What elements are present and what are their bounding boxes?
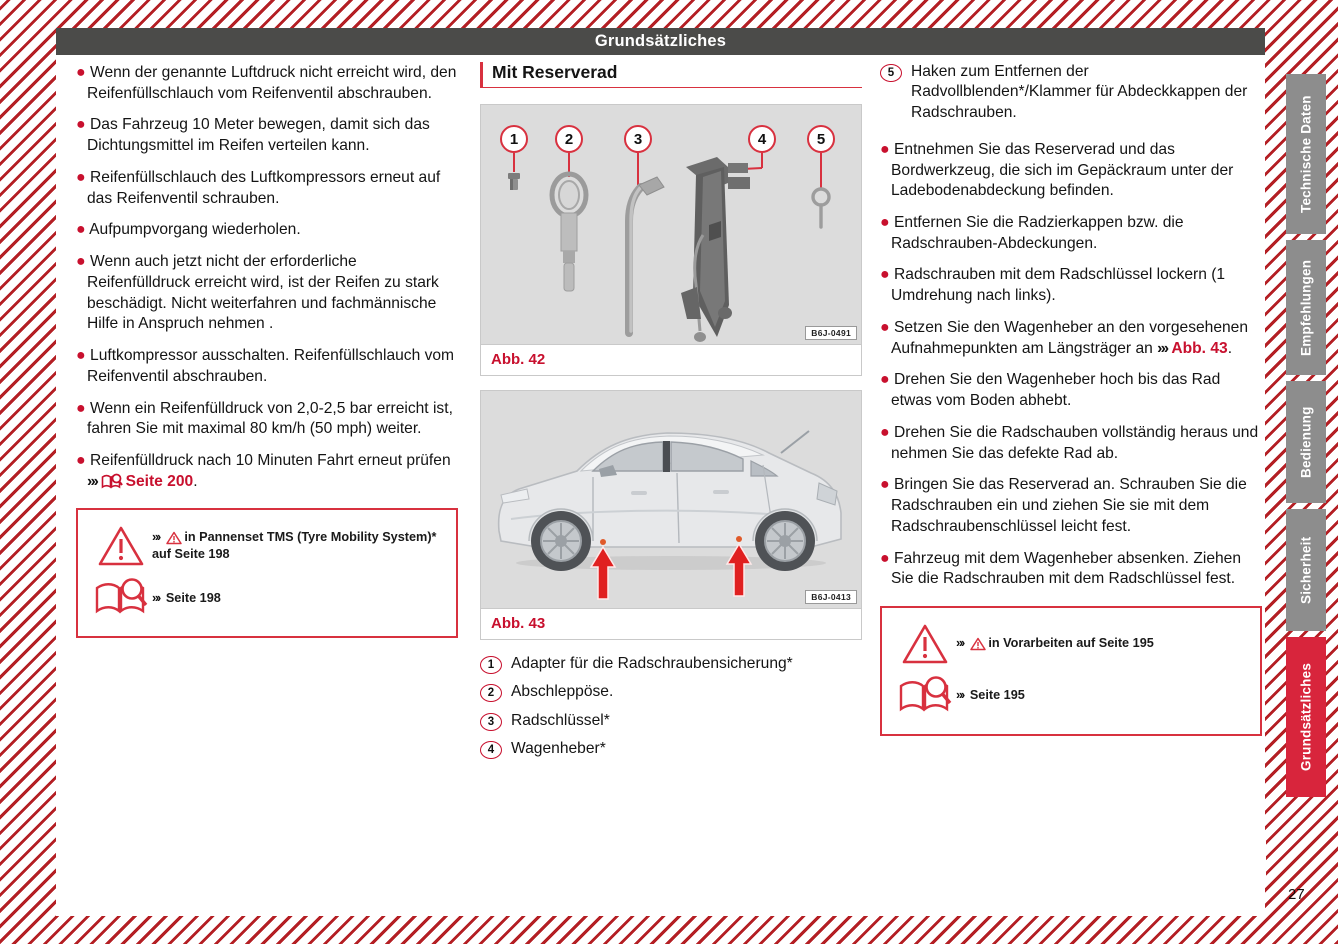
- warning-triangle-icon: [90, 525, 152, 567]
- chevron-right-icon: »›: [956, 636, 964, 651]
- paragraph: [76, 114, 458, 156]
- middle-column: [480, 62, 862, 767]
- tab-sicherheit[interactable]: [1286, 509, 1326, 631]
- warning-note-row: [894, 618, 1248, 670]
- bullet-icon: ●: [76, 64, 86, 81]
- legend-label: Radschlüssel*: [511, 711, 610, 729]
- paragraph: [880, 548, 1262, 590]
- right-note-box: [880, 606, 1262, 736]
- figure-42-caption: Abb. 42: [481, 345, 861, 375]
- paragraph: [76, 62, 458, 104]
- paragraph: [880, 264, 1262, 306]
- tab-label: Bedienung: [1298, 406, 1314, 478]
- warning-note-text: [956, 635, 1154, 653]
- legend-number: 4: [480, 741, 502, 759]
- reference-note-row: [90, 572, 444, 624]
- figure-reference[interactable]: Abb. 43: [1171, 339, 1228, 357]
- page-content: [56, 62, 1265, 862]
- paragraph: [880, 139, 1262, 202]
- left-note-box: [76, 508, 458, 638]
- section-heading-text: Mit Reserverad: [492, 62, 618, 82]
- bullet-icon: ●: [76, 452, 86, 470]
- bullet-icon: ●: [880, 266, 890, 284]
- left-column: [76, 62, 458, 638]
- paragraph: [76, 219, 458, 241]
- paragraph-text: Drehen Sie den Wagenheber hoch bis das Rad etwas vom Boden abhebt.: [891, 371, 1221, 410]
- paragraph: [76, 251, 458, 335]
- reference-note-row: [894, 670, 1248, 722]
- paragraph-text: Aufpumpvorgang wiederholen.: [89, 221, 301, 239]
- paragraph-with-reference: [880, 317, 1262, 359]
- legend-label: Adapter für die Radschraubensicherung*: [511, 655, 793, 672]
- legend-number: 3: [480, 713, 502, 731]
- legend-item: [480, 739, 862, 759]
- paragraph: [880, 474, 1262, 537]
- paragraph: [76, 398, 458, 440]
- tab-bedienung[interactable]: [1286, 381, 1326, 503]
- paragraph-text: Bringen Sie das Reserverad an. Schrauben Sie die Radschrauben ein und ziehen Sie sie mit dem Radschraubenschlüssel leicht fest.: [891, 476, 1247, 535]
- legend-label: Haken zum Entfernen der Radvollblenden*/Klammer für Abdeckkappen der Radschrauben.: [911, 63, 1248, 121]
- bullet-icon: ●: [880, 371, 890, 389]
- figure-callout-5: 5: [807, 125, 835, 153]
- legend-item: [480, 654, 862, 674]
- figure-43-caption: Abb. 43: [481, 609, 861, 639]
- note-warning-label: in Pannenset TMS (Tyre Mobility System)* auf Seite 198: [152, 529, 437, 562]
- paragraph-text: Wenn auch jetzt nicht der erforderliche Reifenfülldruck erreicht wird, ist der Reifen zu stark beschädigt. Nicht weiterfahren und fachmännische Hilfe in Anspruch nehmen .: [87, 253, 439, 333]
- bullet-icon: ●: [76, 347, 86, 365]
- figure-legend-list: [480, 654, 862, 759]
- legend-number: 5: [880, 64, 902, 82]
- chevron-right-icon: »›: [956, 688, 964, 703]
- warning-note-row: [90, 520, 444, 572]
- bullet-icon: ●: [880, 214, 890, 231]
- paragraph-text: Fahrzeug mit dem Wagenheber absenken. Ziehen Sie die Radschrauben mit dem Radschlüssel fest.: [891, 549, 1242, 588]
- page-title: Grundsätzliches: [594, 32, 727, 50]
- warning-note-text: [152, 529, 444, 564]
- legend-label: Abschleppöse.: [511, 683, 614, 701]
- paragraph-text: Luftkompressor ausschalten. Reifenfüllschlauch vom Reifenventil abschrauben.: [87, 347, 455, 385]
- bullet-icon: ●: [76, 221, 86, 239]
- paragraph-text: Reifenfülldruck nach 10 Minuten Fahrt erneut prüfen: [90, 452, 451, 470]
- bullet-icon: ●: [76, 168, 86, 186]
- figure-43-image: [481, 391, 861, 609]
- paragraph-text: Entnehmen Sie das Reserverad und das Bordwerkzeug, die sich im Gepäckraum unter der Ladebodenabdeckung befinden.: [891, 140, 1234, 200]
- paragraph-text: Entfernen Sie die Radzierkappen bzw. die Radschrauben-Abdeckungen.: [891, 214, 1184, 252]
- paragraph: [880, 422, 1262, 464]
- figure-callout-3: 3: [624, 125, 652, 153]
- chevron-right-icon: »›: [152, 590, 160, 605]
- legend-number: 1: [480, 656, 502, 674]
- section-heading: [480, 62, 862, 88]
- figure-42: [480, 104, 862, 376]
- bullet-icon: ●: [880, 476, 890, 494]
- paragraph: [880, 369, 1262, 411]
- book-magnifier-icon: [894, 676, 956, 716]
- legend-label: Wagenheber*: [511, 739, 606, 757]
- legend-item: [880, 62, 1262, 123]
- note-reference-label[interactable]: Seite 198: [165, 590, 221, 605]
- paragraph-text: Drehen Sie die Radschauben vollständig heraus und nehmen Sie das defekte Rad ab.: [891, 423, 1259, 462]
- section-tab-strip: [1286, 74, 1326, 803]
- bullet-icon: ●: [880, 549, 890, 567]
- paragraph-with-reference: [76, 450, 458, 492]
- legend-number: 2: [480, 684, 502, 702]
- page-number: 27: [1288, 886, 1305, 903]
- bullet-icon: ●: [880, 423, 890, 441]
- warning-triangle-small-icon: [166, 531, 181, 544]
- figure-43: [480, 390, 862, 640]
- legend-item: [480, 682, 862, 702]
- tab-label: Technische Daten: [1298, 95, 1314, 213]
- tab-label: Sicherheit: [1298, 536, 1314, 604]
- book-magnifier-icon: [90, 578, 152, 618]
- paragraph-text: Wenn ein Reifenfülldruck von 2,0-2,5 bar erreicht ist, fahren Sie mit maximal 80 km/h (50 mph) weiter.: [87, 399, 453, 438]
- figure-42-image: [481, 105, 861, 345]
- bullet-icon: ●: [76, 116, 86, 134]
- figure-callout-2: 2: [555, 125, 583, 153]
- figure-42-code: B6J-0491: [805, 326, 857, 340]
- paragraph-text: .: [1227, 339, 1233, 357]
- reference-note-text: [956, 687, 1025, 705]
- reference-note-text: [152, 590, 221, 608]
- tab-label: Grundsätzliches: [1298, 662, 1314, 772]
- page-reference[interactable]: Seite 200: [125, 472, 194, 490]
- note-warning-label: in Vorarbeiten auf Seite 195: [988, 636, 1154, 651]
- figure-callout-4: 4: [748, 125, 776, 153]
- paragraph-text: Wenn der genannte Luftdruck nicht erreicht wird, den Reifenfüllschlauch vom Reifenventil abschrauben.: [87, 64, 457, 102]
- paragraph-text: Radschrauben mit dem Radschlüssel lockern (1 Umdrehung nach links).: [891, 266, 1226, 305]
- paragraph-text: Setzen Sie den Wagenheber an den vorgesehenen Aufnahmepunkten am Längsträger an: [891, 318, 1249, 357]
- chevron-right-icon: »›: [1157, 339, 1168, 357]
- note-reference-label[interactable]: Seite 195: [969, 688, 1025, 703]
- paragraph: [76, 167, 458, 209]
- tab-grundsaetzliches[interactable]: [1286, 637, 1326, 797]
- paragraph: [880, 212, 1262, 254]
- figure-43-code: B6J-0413: [805, 590, 857, 604]
- bullet-icon: ●: [880, 140, 890, 158]
- chevron-right-icon: »›: [152, 529, 160, 544]
- paragraph: [76, 345, 458, 387]
- figure-callout-1: 1: [500, 125, 528, 153]
- bullet-icon: ●: [76, 399, 86, 417]
- tab-technische-daten[interactable]: [1286, 74, 1326, 234]
- paragraph-text: .: [193, 472, 198, 490]
- chevron-right-icon: »›: [87, 472, 97, 490]
- page-header-bar: [56, 28, 1265, 55]
- warning-triangle-small-icon: [970, 637, 985, 650]
- warning-triangle-icon: [894, 623, 956, 665]
- tab-empfehlungen[interactable]: [1286, 240, 1326, 375]
- paragraph-text: Reifenfüllschlauch des Luftkompressors erneut auf das Reifenventil schrauben.: [87, 168, 441, 207]
- paragraph-text: Das Fahrzeug 10 Meter bewegen, damit sich das Dichtungsmittel im Reifen verteilen kann.: [87, 116, 430, 155]
- bullet-icon: ●: [76, 253, 86, 271]
- legend-item: [480, 711, 862, 731]
- bullet-icon: ●: [880, 318, 890, 336]
- tab-label: Empfehlungen: [1298, 259, 1314, 356]
- right-column: [880, 62, 1262, 736]
- book-magnifier-icon: [101, 473, 121, 489]
